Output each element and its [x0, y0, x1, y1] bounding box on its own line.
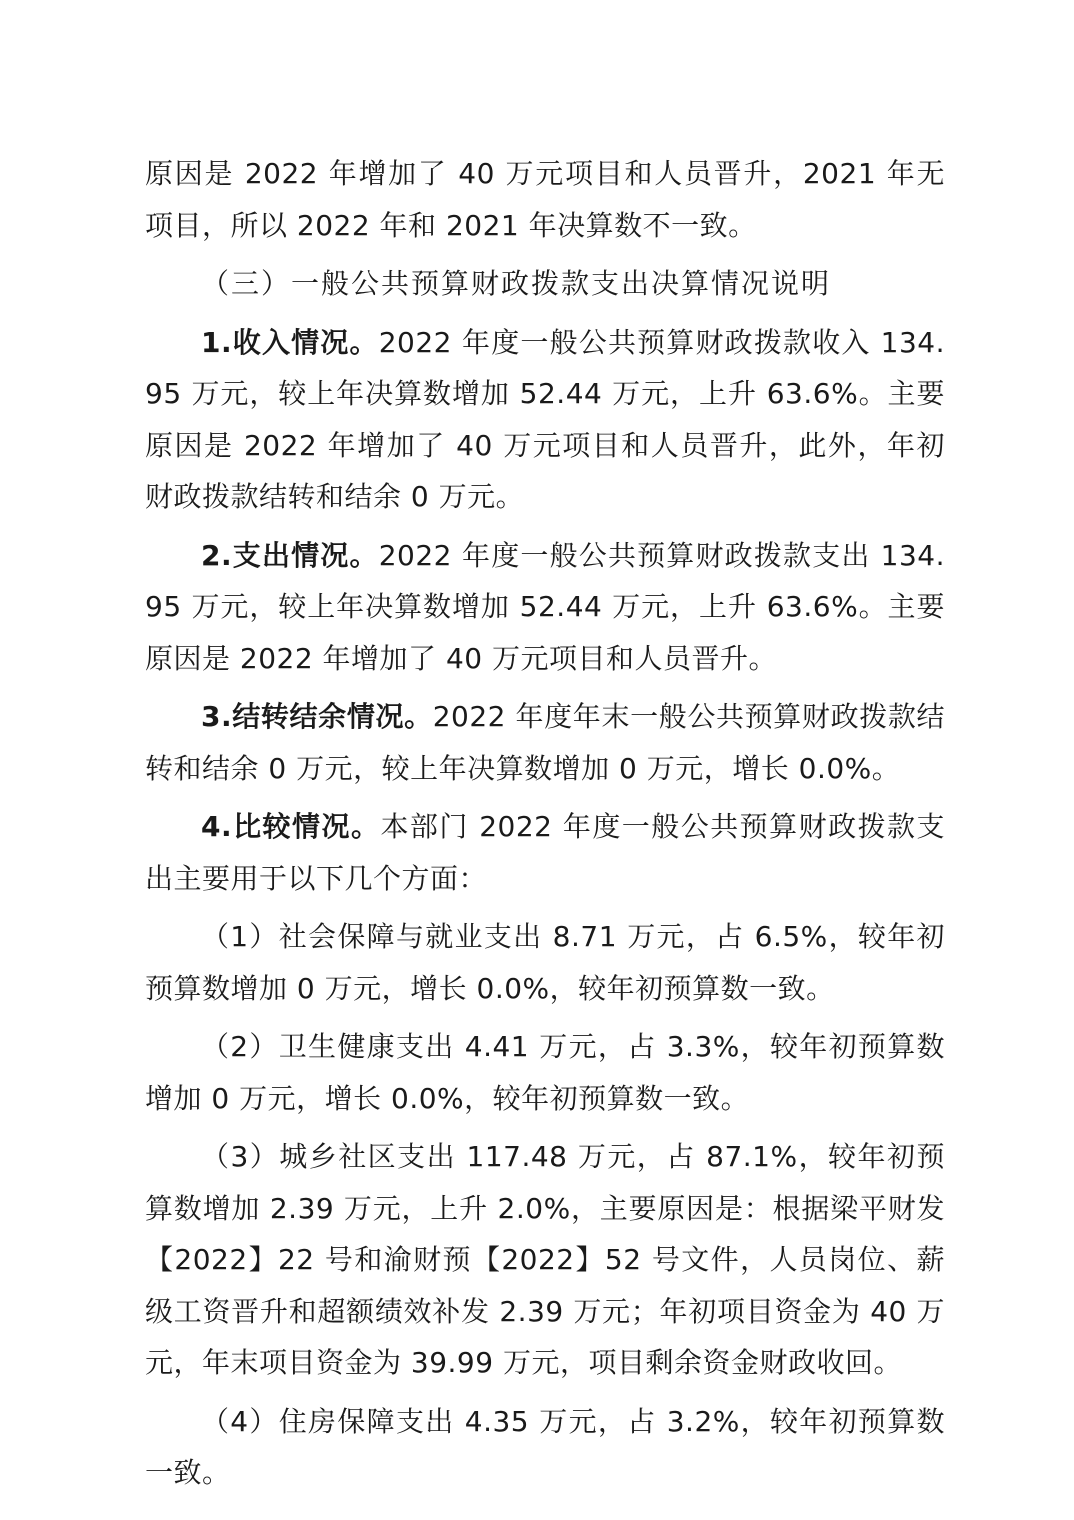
list-item-urban-rural: （3）城乡社区支出 117.48 万元，占 87.1%，较年初预算数增加 2.39 万元，上升 2.0%，主要原因是：根据梁平财发【2022】22 号和渝财预【2022】52 号文件，人员岗位、薪级工资晋升和超额绩效补发 2.39 万元；年初项目资金为 40 万元，年末项目资金为 39.99 万元，项目剩余资金财政收回。 — [145, 1140, 945, 1379]
section-heading: （三）一般公共预算财政拨款支出决算情况说明 — [201, 267, 832, 300]
income-lead: 1.收入情况。 — [201, 325, 379, 359]
paragraph-continuation: 原因是 2022 年增加了 40 万元项目和人员晋升，2021 年无项目，所以 2022 年和 2021 年决算数不一致。 — [145, 157, 945, 242]
paragraph-carryover — [145, 691, 945, 794]
document-page — [145, 148, 945, 1506]
paragraph-expense — [145, 530, 945, 685]
carryover-lead: 3.结转结余情况。 — [201, 700, 433, 733]
paragraph-comparison — [145, 801, 945, 904]
comparison-body: 本部门 2022 年度一般公共预算财政拨款支出主要用于以下几个方面： — [145, 810, 946, 895]
expense-lead: 2.支出情况。 — [201, 538, 379, 572]
list-item-social-security: （1）社会保障与就业支出 8.71 万元，占 6.5%，较年初预算数增加 0 万元，增长 0.0%，较年初预算数一致。 — [145, 920, 945, 1005]
list-item-health: （2）卫生健康支出 4.41 万元，占 3.3%，较年初预算数增加 0 万元，增长 0.0%，较年初预算数一致。 — [145, 1030, 945, 1115]
list-item-housing: （4）住房保障支出 4.35 万元，占 3.2%，较年初预算数一致。 — [145, 1404, 945, 1489]
carryover-body: 2022 年度年末一般公共预算财政拨款结转和结余 0 万元，较上年决算数增加 0 万元，增长 0.0%。 — [145, 700, 945, 785]
comparison-lead: 4.比较情况。 — [201, 810, 381, 843]
paragraph-income — [145, 317, 945, 523]
income-body: 2022 年度一般公共预算财政拨款收入 134.95 万元，较上年决算数增加 52.44 万元，上升 63.6%。主要原因是 2022 年增加了 40 万元项目和人员晋升，此外，年初财政拨款结转和结余 0 万元。 — [145, 325, 945, 513]
expense-body: 2022 年度一般公共预算财政拨款支出 134.95 万元，较上年决算数增加 52.44 万元，上升 63.6%。主要原因是 2022 年增加了 40 万元项目和人员晋升。 — [145, 538, 945, 675]
